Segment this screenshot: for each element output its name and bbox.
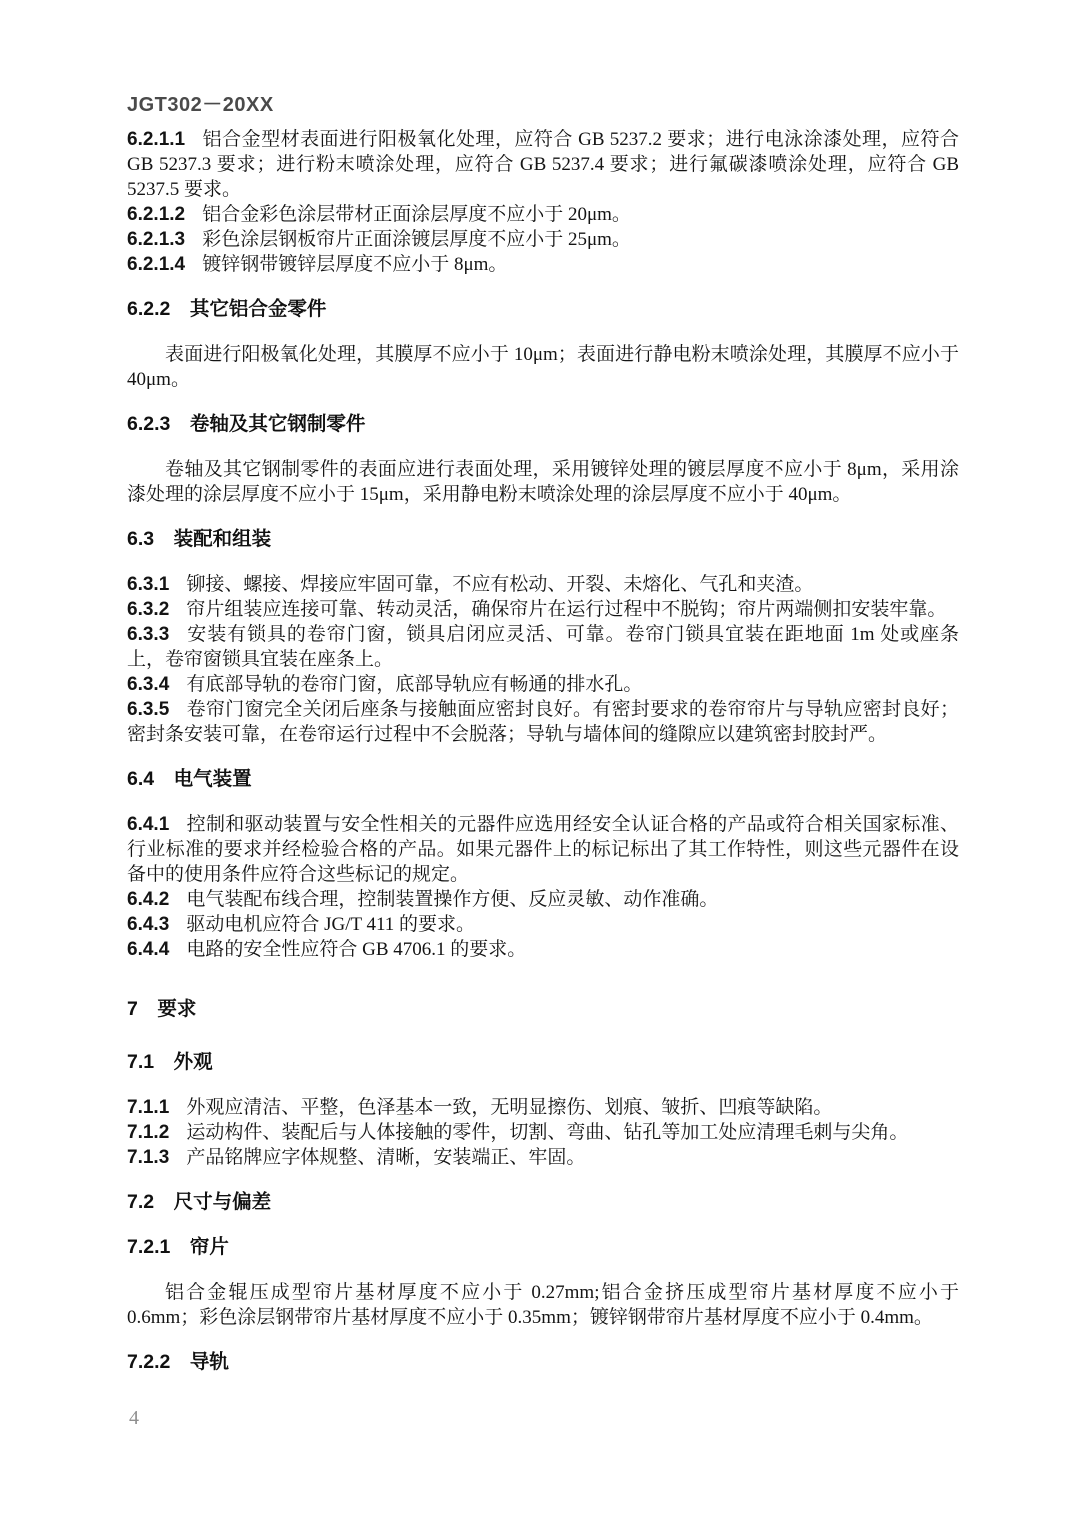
- clause-6.2.1.2: [127, 202, 959, 227]
- clause-number: 6.3.3: [127, 624, 170, 645]
- clause-6.4.4: [127, 937, 959, 962]
- clause-text: 安装有锁具的卷帘门窗，锁具启闭应灵活、可靠。卷帘门锁具宜装在距地面 1m 处或座条上，卷帘窗锁具宜装在座条上。: [127, 624, 959, 670]
- heading-text: 导轨: [189, 1351, 229, 1373]
- clause-text: 彩色涂层钢板帘片正面涂镀层厚度不应小于 25μm。: [202, 229, 631, 250]
- clause-6.3.4: [127, 672, 959, 697]
- clause-text: 铝合金型材表面进行阳极氧化处理，应符合 GB 5237.2 要求；进行电泳涂漆处理，应符合 GB 5237.3 要求；进行粉末喷涂处理，应符合 GB 5237.4 要求；进行氟碳漆喷涂处理，应符合 GB 5237.5 要求。: [127, 129, 959, 200]
- heading-number: 7.2.2: [127, 1351, 171, 1373]
- clause-6.3.3: [127, 622, 959, 672]
- heading-text: 尺寸与偏差: [173, 1191, 272, 1213]
- heading-text: 电气装置: [173, 768, 252, 790]
- clause-text: 电气装配布线合理，控制装置操作方便、反应灵敏、动作准确。: [186, 889, 719, 910]
- clause-6.2.1.3: [127, 227, 959, 252]
- clause-number: 6.2.1.1: [127, 129, 186, 150]
- section-heading-6.4: [127, 767, 959, 792]
- body-paragraph: 铝合金辊压成型帘片基材厚度不应小于 0.27mm;铝合金挤压成型帘片基材厚度不应小于 0.6mm；彩色涂层钢带帘片基材厚度不应小于 0.35mm；镀锌钢带帘片基材厚度不应小于 0.4mm。: [127, 1282, 959, 1328]
- section-heading-7.1: [127, 1050, 959, 1075]
- clause-text: 控制和驱动装置与安全性相关的元器件应选用经安全认证合格的产品或符合相关国家标准、行业标准的要求并经检验合格的产品。如果元器件上的标记标出了其工作特性，则这些元器件在设备中的使用条件应符合这些标记的规定。: [127, 814, 959, 885]
- heading-text: 其它铝合金零件: [189, 298, 327, 320]
- heading-number: 7.1: [127, 1051, 155, 1073]
- clause-6.4.1: [127, 812, 959, 887]
- chapter-heading-7: [127, 997, 959, 1022]
- clause-6.3.2: [127, 597, 959, 622]
- heading-text: 装配和组装: [173, 528, 272, 550]
- clause-6.2.1.1: [127, 127, 959, 202]
- clause-6.3.1: [127, 572, 959, 597]
- clause-7.1.2: [127, 1120, 959, 1145]
- clause-text: 运动构件、装配后与人体接触的零件，切割、弯曲、钻孔等加工处应清理毛刺与尖角。: [186, 1122, 909, 1143]
- clause-7.1.3: [127, 1145, 959, 1170]
- body-paragraph: 表面进行阳极氧化处理，其膜厚不应小于 10μm；表面进行静电粉末喷涂处理，其膜厚不应小于 40μm。: [127, 344, 959, 390]
- heading-number: 7.2: [127, 1191, 155, 1213]
- heading-number: 6.2.2: [127, 298, 171, 320]
- clause-number: 6.4.3: [127, 914, 170, 935]
- clause-number: 6.3.2: [127, 599, 170, 620]
- heading-number: 6.2.3: [127, 413, 171, 435]
- clause-6.2.1.4: [127, 252, 959, 277]
- section-heading-7.2.1: [127, 1235, 959, 1260]
- clause-6.4.2: [127, 887, 959, 912]
- heading-number: 7: [127, 998, 138, 1020]
- clause-number: 7.1.1: [127, 1097, 170, 1118]
- clause-text: 有底部导轨的卷帘门窗，底部导轨应有畅通的排水孔。: [186, 674, 643, 695]
- clause-6.3.5: [127, 697, 959, 747]
- clause-text: 卷帘门窗完全关闭后座条与接触面应密封良好。有密封要求的卷帘帘片与导轨应密封良好；密封条安装可靠，在卷帘运行过程中不会脱落；导轨与墙体间的缝隙应以建筑密封胶封严。: [127, 699, 959, 745]
- clause-number: 6.3.1: [127, 574, 170, 595]
- clause-number: 7.1.3: [127, 1147, 170, 1168]
- content-blocks: [127, 127, 959, 1375]
- heading-text: 卷轴及其它钢制零件: [189, 413, 366, 435]
- section-heading-6.2.3: [127, 412, 959, 437]
- page-content: [127, 93, 959, 1395]
- page-number: 4: [129, 1407, 139, 1429]
- clause-7.1.1: [127, 1095, 959, 1120]
- heading-number: 6.4: [127, 768, 155, 790]
- clause-number: 6.4.2: [127, 889, 170, 910]
- clause-text: 电路的安全性应符合 GB 4706.1 的要求。: [186, 939, 527, 960]
- clause-text: 铆接、螺接、焊接应牢固可靠，不应有松动、开裂、未熔化、气孔和夹渣。: [186, 574, 814, 595]
- clause-number: 6.3.4: [127, 674, 170, 695]
- clause-text: 驱动电机应符合 JG/T 411 的要求。: [186, 914, 476, 935]
- clause-text: 镀锌钢带镀锌层厚度不应小于 8μm。: [202, 254, 508, 275]
- heading-number: 6.3: [127, 528, 155, 550]
- heading-number: 7.2.1: [127, 1236, 171, 1258]
- clause-number: 6.2.1.3: [127, 229, 186, 250]
- clause-number: 6.2.1.4: [127, 254, 186, 275]
- body-paragraph: 卷轴及其它钢制零件的表面应进行表面处理，采用镀锌处理的镀层厚度不应小于 8μm，采用涂漆处理的涂层厚度不应小于 15μm，采用静电粉末喷涂处理的涂层厚度不应小于 40μm。: [127, 459, 959, 505]
- clause-number: 6.4.4: [127, 939, 170, 960]
- clause-number: 6.3.5: [127, 699, 170, 720]
- clause-number: 7.1.2: [127, 1122, 170, 1143]
- heading-text: 要求: [157, 998, 197, 1020]
- section-heading-6.3: [127, 527, 959, 552]
- section-heading-6.2.2: [127, 297, 959, 322]
- section-heading-7.2.2: [127, 1350, 959, 1375]
- heading-text: 外观: [173, 1051, 213, 1073]
- clause-text: 帘片组装应连接可靠、转动灵活，确保帘片在运行过程中不脱钩；帘片两端侧扣安装牢靠。: [186, 599, 947, 620]
- clause-text: 外观应清洁、平整，色泽基本一致，无明显擦伤、划痕、皱折、凹痕等缺陷。: [186, 1097, 833, 1118]
- heading-text: 帘片: [189, 1236, 229, 1258]
- clause-text: 产品铭牌应字体规整、清晰，安装端正、牢固。: [186, 1147, 586, 1168]
- section-heading-7.2: [127, 1190, 959, 1215]
- document-header: JGT302－20XX: [127, 94, 274, 116]
- clause-6.4.3: [127, 912, 959, 937]
- clause-number: 6.4.1: [127, 814, 170, 835]
- clause-number: 6.2.1.2: [127, 204, 186, 225]
- clause-text: 铝合金彩色涂层带材正面涂层厚度不应小于 20μm。: [202, 204, 631, 225]
